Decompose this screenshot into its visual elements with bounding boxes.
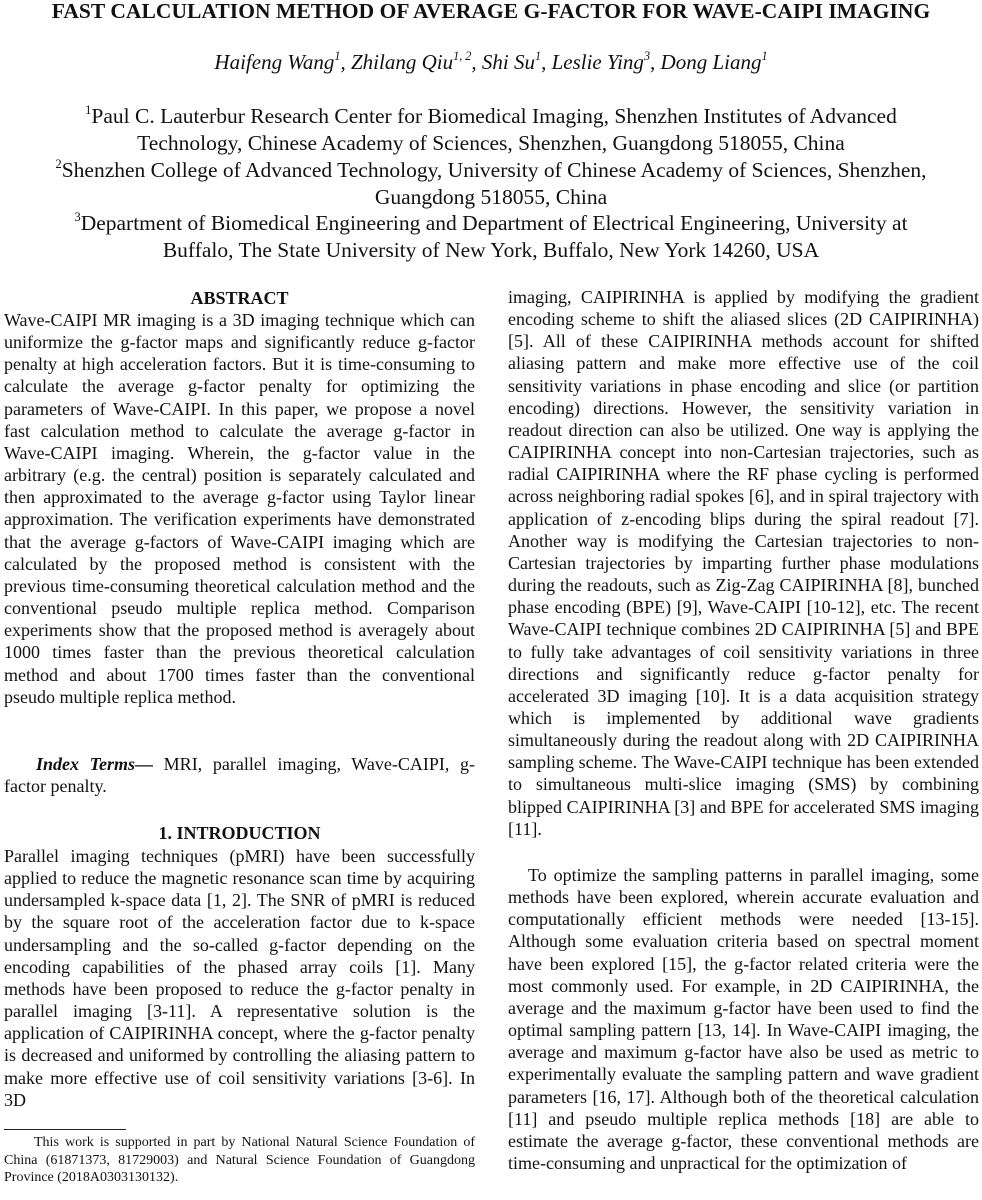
- author-name: Zhilang Qiu: [351, 50, 454, 74]
- affiliation-text: Guangdong 518055, China: [374, 185, 608, 209]
- author-affiliation-marker: 1: [534, 49, 542, 64]
- author-name: Shi Su: [481, 50, 535, 74]
- author-separator: ,: [471, 50, 482, 74]
- author-list: [0, 48, 982, 76]
- affiliation-text: Shenzhen College of Advanced Technology, University of Chinese Academy of Sciences, Shenzhen,: [61, 158, 927, 182]
- footnote-text: This work is supported in part by National Natural Science Foundation of China (61871373, 81729003) and Natural Science Foundation of Guangdong Province (2018A0303130132).: [4, 1135, 475, 1185]
- introduction-body: Parallel imaging techniques (pMRI) have been successfully applied to reduce the magnetic resonance scan time by acquiring undersampled k-space data [1, 2]. The SNR of pMRI is reduced by the square root of the acceleration factor due to k-space undersampling and the so-called g-factor depending on the encoding capabilities of the phased array coils [1]. Many methods have been proposed to reduce the g-factor penalty in parallel imaging [3-11]. A representative solution is the application of CAIPIRINHA concept, where the g-factor penalty is decreased and uniformed by controlling the aliasing pattern to make more effective use of coil sensitivity variations [3-6]. In 3D: [4, 846, 475, 1110]
- author-name: Leslie Ying: [551, 50, 644, 74]
- affiliation-2: [0, 157, 982, 211]
- right-column-paragraph-1: imaging, CAIPIRINHA is applied by modifying the gradient encoding scheme to shift the aliased slices (2D CAIPIRINHA) [5]. All of these CAIPIRINHA methods account for shifted aliasing pattern and make more effective use of the coil sensitivity variations in phase encoding and slice (or partition encoding) directions. However, the sensitivity variation in readout direction can also be utilized. One way is applying the CAIPIRINHA concept into non-Cartesian trajectories, such as radial CAIPIRINHA where the RF phase cycling is performed across neighboring radial spokes [6], and in spiral trajectory with application of z-encoding blips during the spiral readout [7]. Another way is modifying the Cartesian trajectories to non-Cartesian trajectories by imparting further phase modulations during the readouts, such as Zig-Zag CAIPIRINHA [8], bunched phase encoding (BPE) [9], Wave-CAIPI [10-12], etc. The recent Wave-CAIPI technique combines 2D CAIPIRINHA [5] and BPE to fully take advantages of coil sensitivity variations in three directions and significantly reduce g-factor penalty for accelerated 3D imaging [10]. It is a data acquisition strategy which is implemented by additional wave gradients simultaneously during the readout along with 2D CAIPIRINHA sampling scheme. The Wave-CAIPI technique has been extended to simultaneous multi-slice imaging (SMS) by combining blipped CAIPIRINHA [3] and BPE for accelerated SMS imaging [11].: [508, 287, 979, 839]
- author-name: Dong Liang: [660, 50, 762, 74]
- affiliation-text: Buffalo, The State University of New York, Buffalo, New York 14260, USA: [162, 238, 820, 262]
- affiliation-marker: 2: [55, 157, 62, 172]
- author-affiliation-marker: 3: [643, 49, 651, 64]
- funding-footnote: [4, 1134, 475, 1187]
- index-terms: [4, 753, 475, 797]
- introduction-heading: 1. INTRODUCTION: [158, 823, 321, 843]
- affiliation-text: Paul C. Lauterbur Research Center for Biomedical Imaging, Shenzhen Institutes of Advanced: [91, 104, 897, 128]
- paper-title: FAST CALCULATION METHOD OF AVERAGE G-FACTOR FOR WAVE-CAIPI IMAGING: [51, 0, 931, 23]
- affiliation-3: [0, 210, 982, 264]
- index-terms-text: MRI, parallel imaging, Wave-CAIPI, g-factor penalty.: [4, 754, 475, 797]
- affiliation-line: [0, 103, 982, 130]
- affiliation-marker: 3: [74, 210, 81, 225]
- index-terms-label: Index Terms—: [36, 754, 154, 774]
- author-separator: ,: [340, 50, 351, 74]
- abstract-heading: ABSTRACT: [190, 288, 289, 308]
- affiliation-line: [0, 210, 982, 237]
- author-name: Haifeng Wang: [214, 50, 335, 74]
- affiliation-text: Technology, Chinese Academy of Sciences, Shenzhen, Guangdong 518055, China: [137, 131, 845, 155]
- author-affiliation-marker: 1, 2: [453, 49, 472, 64]
- footnote-divider: [4, 1129, 126, 1130]
- affiliation-marker: 1: [85, 103, 92, 118]
- author-separator: ,: [541, 50, 552, 74]
- abstract-body: Wave-CAIPI MR imaging is a 3D imaging technique which can uniformize the g-factor maps and significantly reduce g-factor penalty at high acceleration factors. But it is time-consuming to calculate the average g-factor penalty for optimizing the parameters of Wave-CAIPI. In this paper, we propose a novel fast calculation method to calculate the average g-factor in Wave-CAIPI imaging. Wherein, the g-factor value in the arbitrary (e.g. the central) position is separately calculated and then approximated to the average g-factor using Taylor linear approximation. The verification experiments have demonstrated that the average g-factors of Wave-CAIPI imaging which are calculated by the proposed method is consistent with the previous time-consuming theoretical calculation method and the conventional pseudo multiple replica method. Comparison experiments show that the proposed method is averagely about 1000 times faster than the previous theoretical calculation method and about 1700 times faster than the conventional pseudo multiple replica method.: [4, 310, 475, 707]
- author-affiliation-marker: 1: [334, 49, 341, 64]
- author-affiliation-marker: 1: [761, 49, 768, 64]
- right-column-paragraph-2: To optimize the sampling patterns in parallel imaging, some methods have been explored, wherein accurate evaluation and computationally efficient methods were needed [13-15]. Although some evaluation criteria based on spectral moment have been explored [15], the g-factor related criteria were the most commonly used. For example, in 2D CAIPIRINHA, the average and the maximum g-factor have been used to find the optimal sampling pattern [13, 14]. In Wave-CAIPI imaging, the average and maximum g-factor have also be used as metric to experimentally evaluate the sampling pattern and wave gradient parameters [16, 17]. Although both of the theoretical calculation [11] and pseudo multiple replica methods [18] are able to estimate the average g-factor, these conventional methods are time-consuming and unpractical for the optimization of: [508, 865, 979, 1174]
- affiliation-1: [0, 103, 982, 157]
- affiliation-text: Department of Biomedical Engineering and Department of Electrical Engineering, University at: [80, 211, 908, 235]
- affiliation-line: [0, 157, 982, 184]
- author-separator: ,: [650, 50, 661, 74]
